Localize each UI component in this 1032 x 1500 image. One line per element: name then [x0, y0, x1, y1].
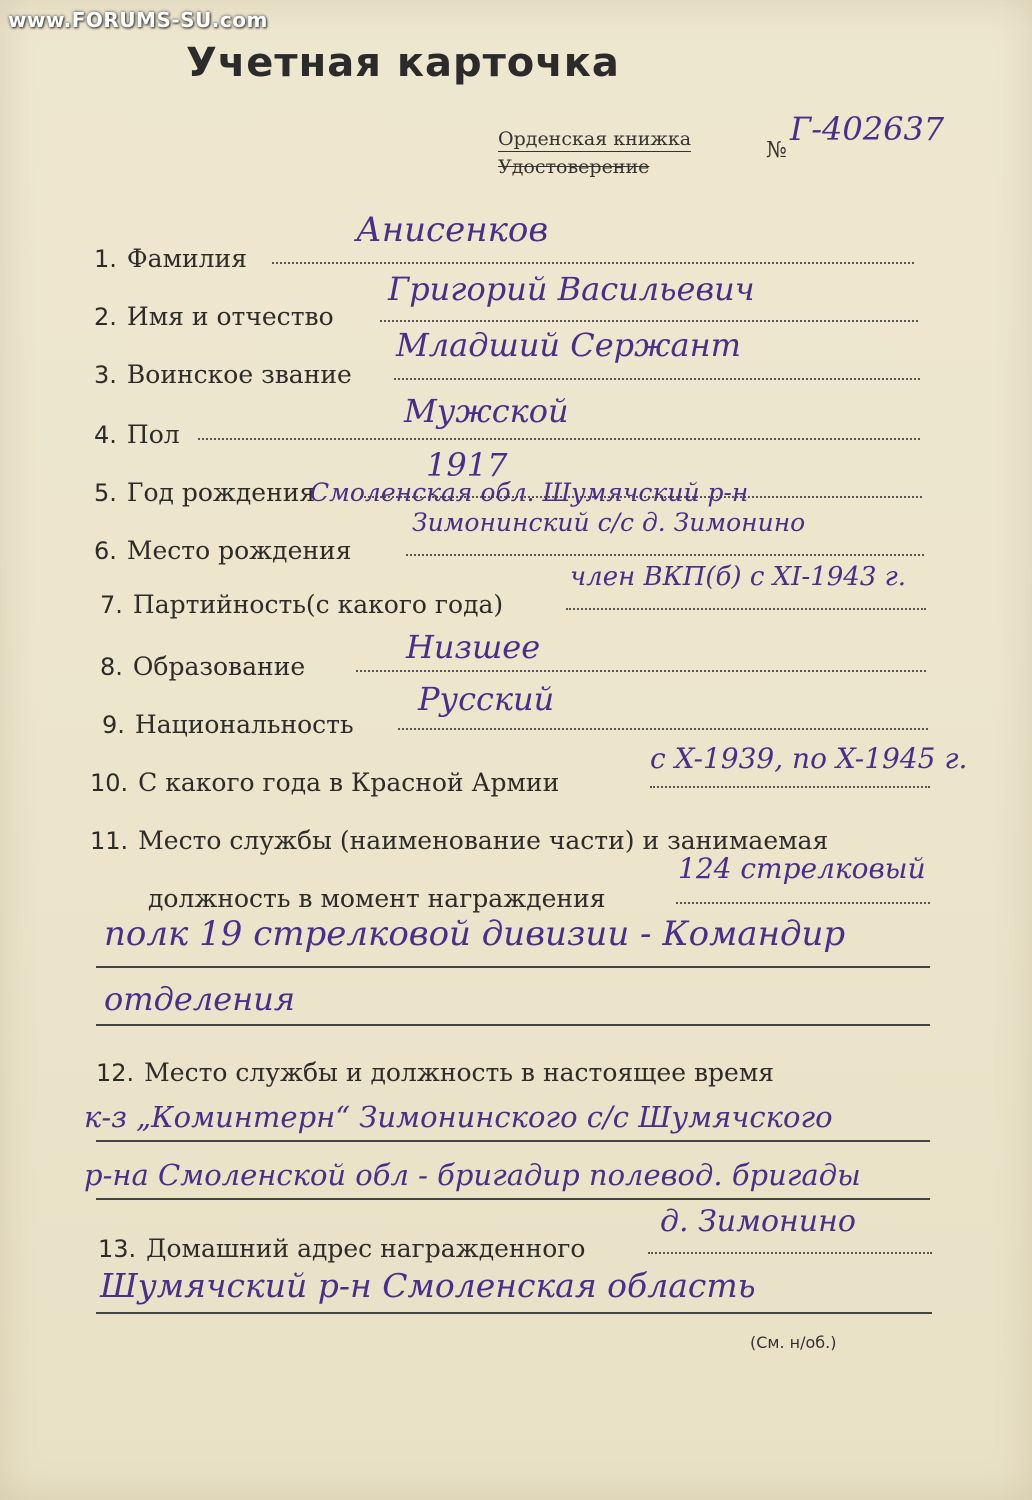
field-6-line [406, 554, 924, 556]
field-9-value: Русский [418, 680, 555, 718]
field-8-label: 8. Образование [100, 652, 306, 681]
field-12-line2 [96, 1198, 930, 1200]
watermark: www.FORUMS-SU.com [8, 8, 268, 32]
field-1-line [272, 262, 914, 264]
field-11-line2 [96, 966, 930, 968]
field-11-line [676, 902, 930, 904]
field-11-value-line1: 124 стрелковый [678, 852, 926, 885]
certificate-label-struck: Удостоверение [498, 156, 650, 178]
field-5-value: 1917 [426, 446, 508, 484]
see-reverse-note: (См. н/об.) [750, 1333, 837, 1352]
field-8-value: Низшее [406, 628, 541, 666]
field-12-label: 12. Место службы и должность в настоящее время [96, 1058, 775, 1087]
field-13-line2 [96, 1312, 932, 1314]
order-book-header [498, 128, 691, 178]
field-13-value-line2: Шумячский р-н Смоленская область [100, 1266, 756, 1305]
field-4-line [198, 438, 920, 440]
field-3-value: Младший Сержант [396, 326, 741, 364]
field-13-label: 13. Домашний адрес награжденного [98, 1234, 586, 1263]
field-7-line [566, 608, 926, 610]
field-3-line [394, 378, 920, 380]
field-10-value: с X-1939, по X-1945 г. [650, 742, 968, 775]
field-3-label: 3. Воинское звание [94, 360, 352, 389]
field-8-line [356, 670, 926, 672]
field-11-label: 11. Место службы (наименование части) и занимаемая [90, 826, 829, 855]
field-4-value: Мужской [404, 392, 569, 430]
field-12-value-line2: р-на Смоленской обл - бригадир полевод. бригады [84, 1158, 861, 1192]
field-7-label: 7. Партийность(с какого года) [100, 590, 504, 619]
field-9-line [398, 728, 928, 730]
order-book-label: Орденская книжка [498, 128, 692, 150]
field-11-label-line2: должность в момент награждения [148, 884, 606, 913]
field-13-line [648, 1252, 932, 1254]
field-11-value-line3: отделения [104, 980, 296, 1018]
field-11-value-line2: полк 19 стрелковой дивизии - Командир [104, 914, 846, 954]
field-13-value-line1: д. Зимонино [660, 1204, 856, 1239]
field-12-line1 [96, 1140, 930, 1142]
field-4-label: 4. Пол [94, 420, 180, 449]
number-sign: № [766, 138, 787, 163]
field-2-value: Григорий Васильевич [388, 270, 755, 308]
field-9-label: 9. Национальность [102, 710, 354, 739]
field-6-label: 6. Место рождения [94, 536, 352, 565]
field-10-label: 10. С какого года в Красной Армии [90, 768, 560, 797]
field-6-value-line1: Смоленская обл. Шумячский р-н [310, 478, 749, 507]
order-book-number: Г-402637 [790, 110, 945, 148]
field-1-value: Анисенков [356, 210, 549, 250]
field-1-label: 1. Фамилия [94, 244, 247, 273]
field-6-value-line2: Зимонинский с/с д. Зимонино [412, 508, 806, 537]
field-11-line3 [96, 1024, 930, 1026]
field-2-line [380, 320, 918, 322]
field-12-value-line1: к-з „Коминтерн“ Зимонинского с/с Шумячского [84, 1100, 833, 1134]
field-5-label: 5. Год рождения [94, 478, 316, 507]
field-7-value: член ВКП(б) с XI-1943 г. [570, 562, 907, 592]
field-2-label: 2. Имя и отчество [94, 302, 334, 331]
field-10-line [650, 786, 930, 788]
card-title: Учетная карточка [186, 40, 620, 86]
